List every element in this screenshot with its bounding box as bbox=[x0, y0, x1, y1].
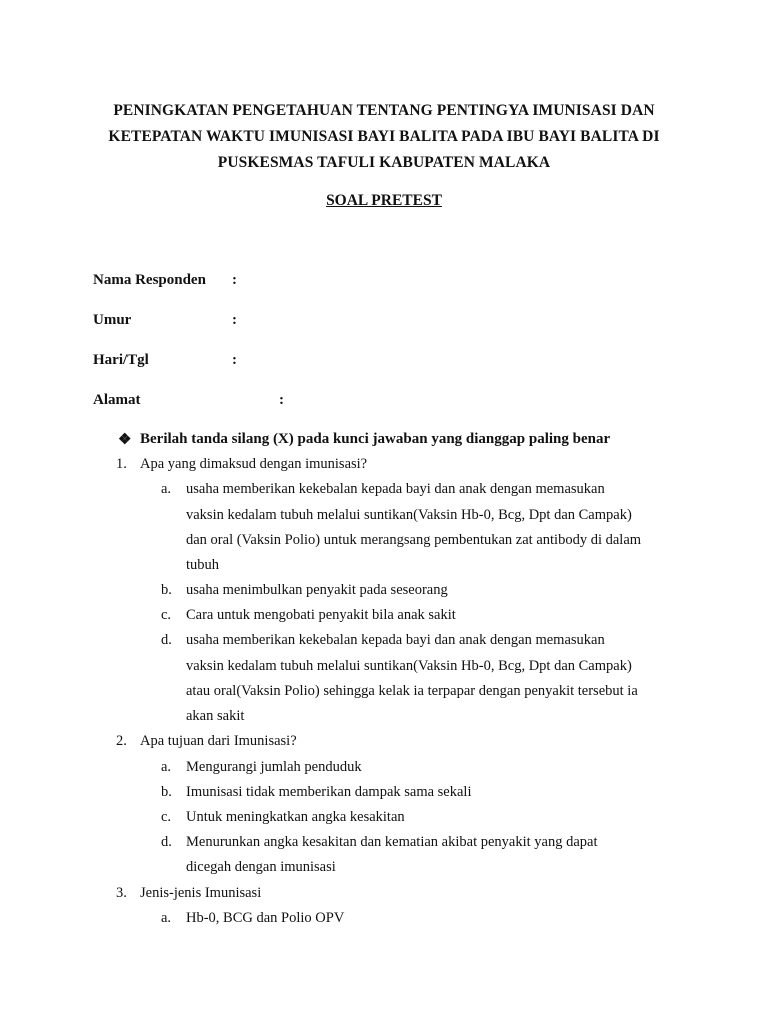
question-text: Apa yang dimaksud dengan imunisasi? bbox=[140, 456, 368, 472]
option-letter: b. bbox=[161, 582, 172, 598]
field-alamat bbox=[93, 392, 284, 409]
diamond-bullet-icon: ❖ bbox=[118, 432, 132, 448]
field-colon: : bbox=[232, 312, 237, 328]
document-title bbox=[60, 98, 708, 176]
field-label: Umur bbox=[93, 312, 132, 328]
question-2 bbox=[116, 733, 297, 750]
option-text: dicegah dengan imunisasi bbox=[186, 859, 336, 875]
option-letter: a. bbox=[161, 481, 172, 497]
field-hari-tgl bbox=[93, 352, 237, 369]
option-letter: d. bbox=[161, 834, 172, 850]
option-letter: c. bbox=[161, 607, 172, 623]
option-letter: b. bbox=[161, 784, 172, 800]
field-colon: : bbox=[232, 272, 237, 288]
option-text: tubuh bbox=[186, 557, 220, 573]
option-text: vaksin kedalam tubuh melalui suntikan(Vaksin Hb-0, Bcg, Dpt dan Campak) bbox=[186, 507, 632, 523]
title-line: KETEPATAN WAKTU IMUNISASI BAYI BALITA PADA IBU BAYI BALITA DI bbox=[108, 128, 660, 145]
question-3 bbox=[116, 885, 262, 902]
option-text: vaksin kedalam tubuh melalui suntikan(Vaksin Hb-0, Bcg, Dpt dan Campak) bbox=[186, 658, 632, 674]
option-letter: a. bbox=[161, 759, 172, 775]
question-number: 3. bbox=[116, 885, 127, 901]
option-text: Imunisasi tidak memberikan dampak sama sekali bbox=[186, 784, 472, 800]
option-text: Untuk meningkatkan angka kesakitan bbox=[186, 809, 405, 825]
option-letter: a. bbox=[161, 910, 172, 926]
field-colon: : bbox=[279, 392, 284, 408]
field-label: Hari/Tgl bbox=[93, 352, 149, 368]
title-line: PUSKESMAS TAFULI KABUPATEN MALAKA bbox=[217, 154, 551, 171]
section-heading: SOAL PRETEST bbox=[326, 192, 442, 209]
field-label: Alamat bbox=[93, 392, 141, 408]
option-text: usaha memberikan kekebalan kepada bayi dan anak dengan memasukan bbox=[186, 632, 605, 648]
option-text: Cara untuk mengobati penyakit bila anak sakit bbox=[186, 607, 456, 623]
field-umur bbox=[93, 312, 237, 329]
question-number: 2. bbox=[116, 733, 127, 749]
question-text: Apa tujuan dari Imunisasi? bbox=[140, 733, 297, 749]
field-label: Nama Responden bbox=[93, 272, 206, 288]
field-colon: : bbox=[232, 352, 237, 368]
title-line: PENINGKATAN PENGETAHUAN TENTANG PENTINGYA IMUNISASI DAN bbox=[113, 102, 655, 119]
option-text: usaha memberikan kekebalan kepada bayi dan anak dengan memasukan bbox=[186, 481, 605, 497]
question-number: 1. bbox=[116, 456, 127, 472]
option-text: Menurunkan angka kesakitan dan kematian akibat penyakit yang dapat bbox=[186, 834, 598, 850]
option-text: usaha menimbulkan penyakit pada seseorang bbox=[186, 582, 448, 598]
question-1 bbox=[116, 456, 368, 473]
option-text: dan oral (Vaksin Polio) untuk merangsang pembentukan zat antibody di dalam bbox=[186, 532, 642, 548]
instruction-text: Berilah tanda silang (X) pada kunci jawaban yang dianggap paling benar bbox=[140, 431, 611, 447]
option-text: akan sakit bbox=[186, 708, 245, 724]
option-letter: c. bbox=[161, 809, 172, 825]
option-letter: d. bbox=[161, 632, 172, 648]
option-text: atau oral(Vaksin Polio) sehingga kelak ia terpapar dengan penyakit tersebut ia bbox=[186, 683, 638, 699]
option-text: Hb-0, BCG dan Polio OPV bbox=[186, 910, 345, 926]
option-text: Mengurangi jumlah penduduk bbox=[186, 759, 362, 775]
question-text: Jenis-jenis Imunisasi bbox=[140, 885, 262, 901]
field-nama-responden bbox=[93, 272, 237, 289]
